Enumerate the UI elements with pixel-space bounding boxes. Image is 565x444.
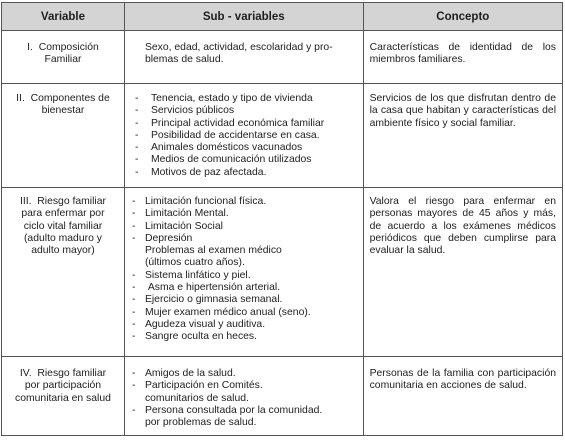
variable-cell: II. Componentes de bienestar xyxy=(2,84,125,188)
header-variable: Variable xyxy=(2,3,125,31)
list-item: Problemas al examen médico xyxy=(144,245,282,257)
variable-cell: IV. Riesgo familiar por participación comunitaria en salud xyxy=(2,357,125,436)
sub-variables-cell xyxy=(124,357,363,436)
table-row xyxy=(2,31,563,84)
list-item: - Limitación Social xyxy=(131,221,357,233)
variables-table xyxy=(1,2,563,436)
list-item: - Agudeza visual y auditiva. xyxy=(131,319,357,331)
concepto-cell: Características de identidad de los miembros familiares. xyxy=(363,31,562,84)
concepto-cell: Servicios de los que disfrutan dentro de la casa que habitan y características del ambiente físico y social familiar. xyxy=(363,84,562,188)
list-item: - Sangre oculta en heces. xyxy=(131,331,357,343)
list-item: - Asma e hipertensión arterial. xyxy=(131,282,357,294)
variable-cell: I. Composición Familiar xyxy=(2,31,125,84)
sub-variables-list xyxy=(131,196,357,344)
sub-variables-list xyxy=(131,93,357,179)
header-sub-variables: Sub - variables xyxy=(124,3,363,31)
list-item: - Tenencia, estado y tipo de vivienda xyxy=(131,93,357,105)
list-item: blemas de salud. xyxy=(144,54,224,66)
list-item: - Posibilidad de accidentarse en casa. xyxy=(131,130,357,142)
list-item: Sexo, edad, actividad, escolaridad y pro- xyxy=(144,42,333,53)
sub-variables-cell xyxy=(124,31,363,84)
list-item: - Animales domésticos vacunados xyxy=(131,142,357,154)
header-concepto: Concepto xyxy=(363,3,562,31)
list-item: comunitarios de salud. xyxy=(144,392,249,404)
list-item: por problemas de salud. xyxy=(144,417,257,429)
sub-variables-list xyxy=(131,368,357,429)
header-row xyxy=(2,3,563,31)
list-item: - Limitación funcional física. xyxy=(131,196,357,208)
list-item: - Principal actividad económica familiar xyxy=(131,118,357,130)
list-item: - Depresión xyxy=(131,233,357,245)
table-row xyxy=(2,84,563,188)
list-item: - Motivos de paz afectada. xyxy=(131,167,357,179)
variable-cell: III. Riesgo familiar para enfermar por ciclo vital familiar (adulto maduro y adulto mayor) xyxy=(2,188,125,357)
list-item: - Participación en Comités. xyxy=(131,380,357,392)
list-item: - Ejercicio o gimnasia semanal. xyxy=(131,294,357,306)
sub-variables-list xyxy=(131,42,357,67)
list-item: - Sistema linfático y piel. xyxy=(131,270,357,282)
table-row xyxy=(2,188,563,357)
list-item: - Limitación Mental. xyxy=(131,208,357,220)
list-item: (últimos cuatro años). xyxy=(144,257,245,269)
list-item: - Servicios públicos xyxy=(131,105,357,117)
list-item: - Persona consultada por la comunidad. xyxy=(131,405,357,417)
table-row xyxy=(2,357,563,436)
sub-variables-cell xyxy=(124,188,363,357)
concepto-cell: Valora el riesgo para enfermar en personas mayores de 45 años y más, de acuerdo a los exámenes médicos periódicos que deben cumplirse para evaluar la salud. xyxy=(363,188,562,357)
sub-variables-cell xyxy=(124,84,363,188)
list-item: - Medios de comunicación utilizados xyxy=(131,154,357,166)
list-item: - Amigos de la salud. xyxy=(131,368,357,380)
table-body xyxy=(2,31,563,436)
list-item: - Mujer examen médico anual (seno). xyxy=(131,307,357,319)
concepto-cell: Personas de la familia con participación comunitaria en acciones de salud. xyxy=(363,357,562,436)
